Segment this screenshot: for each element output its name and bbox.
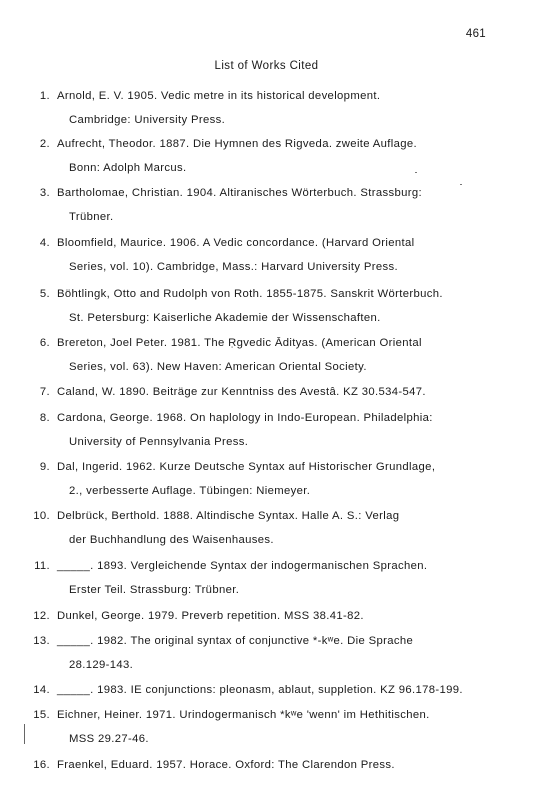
reference-text: Eichner, Heiner. 1971. Urindogermanisch *kʷe 'wenn' im Hethitischen. xyxy=(57,709,430,721)
reference-continuation: Trübner. xyxy=(69,211,114,223)
reference-continuation: 2., verbesserte Auflage. Tübingen: Niemeyer. xyxy=(69,485,311,497)
reference-text: Caland, W. 1890. Beiträge zur Kenntniss des Avestâ. KZ 30.534-547. xyxy=(57,386,426,398)
reference-number: 12. xyxy=(33,610,50,622)
reference-continuation: St. Petersburg: Kaiserliche Akademie der Wissenschaften. xyxy=(69,312,381,324)
reference-text: Dal, Ingerid. 1962. Kurze Deutsche Syntax auf Historischer Grundlage, xyxy=(57,461,436,473)
margin-mark xyxy=(24,724,25,744)
reference-number: 3. xyxy=(39,187,50,199)
reference-text: Fraenkel, Eduard. 1957. Horace. Oxford: The Clarendon Press. xyxy=(57,759,395,771)
reference-number: 13. xyxy=(33,635,50,647)
reference-text: Brereton, Joel Peter. 1981. The Ṛgvedic Ādityas. (American Oriental xyxy=(57,337,422,349)
reference-number: 16. xyxy=(33,759,50,771)
reference-text: _____. 1982. The original syntax of conjunctive *-kʷe. Die Sprache xyxy=(57,635,414,647)
reference-text: Dunkel, George. 1979. Preverb repetition. MSS 38.41-82. xyxy=(57,610,364,622)
reference-text: Bloomfield, Maurice. 1906. A Vedic concordance. (Harvard Oriental xyxy=(57,237,415,249)
reference-number: 15. xyxy=(33,709,50,721)
reference-text: Cardona, George. 1968. On haplology in Indo-European. Philadelphia: xyxy=(57,412,433,424)
reference-continuation: University of Pennsylvania Press. xyxy=(69,436,249,448)
reference-number: 10. xyxy=(33,510,50,522)
scan-speck xyxy=(415,172,417,173)
reference-continuation: Series, vol. 63). New Haven: American Oriental Society. xyxy=(69,361,367,373)
reference-continuation: der Buchhandlung des Waisenhauses. xyxy=(69,534,274,546)
reference-continuation: Series, vol. 10). Cambridge, Mass.: Harvard University Press. xyxy=(69,261,398,273)
reference-text: Aufrecht, Theodor. 1887. Die Hymnen des Rigveda. zweite Auflage. xyxy=(57,138,418,150)
reference-number: 11. xyxy=(34,560,50,572)
reference-number: 9. xyxy=(39,461,50,473)
reference-continuation: Bonn: Adolph Marcus. xyxy=(69,162,187,174)
page-number: 461 xyxy=(465,28,486,40)
reference-continuation: MSS 29.27-46. xyxy=(69,733,149,745)
reference-continuation: Erster Teil. Strassburg: Trübner. xyxy=(69,584,240,596)
reference-text: Arnold, E. V. 1905. Vedic metre in its historical development. xyxy=(57,90,381,102)
reference-number: 7. xyxy=(39,386,50,398)
scan-speck xyxy=(460,184,462,185)
reference-number: 5. xyxy=(39,288,50,300)
reference-text: Bartholomae, Christian. 1904. Altiranisches Wörterbuch. Strassburg: xyxy=(57,187,423,199)
reference-continuation: 28.129-143. xyxy=(69,659,134,671)
page-title: List of Works Cited xyxy=(214,60,319,72)
reference-text: Delbrück, Berthold. 1888. Altindische Syntax. Halle A. S.: Verlag xyxy=(57,510,400,522)
reference-number: 2. xyxy=(39,138,50,150)
reference-text: _____. 1983. IE conjunctions: pleonasm, ablaut, suppletion. KZ 96.178-199. xyxy=(57,684,463,696)
reference-number: 6. xyxy=(39,337,50,349)
reference-text: _____. 1893. Vergleichende Syntax der indogermanischen Sprachen. xyxy=(57,560,428,572)
reference-text: Böhtlingk, Otto and Rudolph von Roth. 1855-1875. Sanskrit Wörterbuch. xyxy=(57,288,443,300)
reference-number: 4. xyxy=(39,237,50,249)
reference-number: 8. xyxy=(39,412,50,424)
reference-continuation: Cambridge: University Press. xyxy=(69,114,226,126)
reference-number: 14. xyxy=(33,684,50,696)
reference-number: 1. xyxy=(39,90,50,102)
